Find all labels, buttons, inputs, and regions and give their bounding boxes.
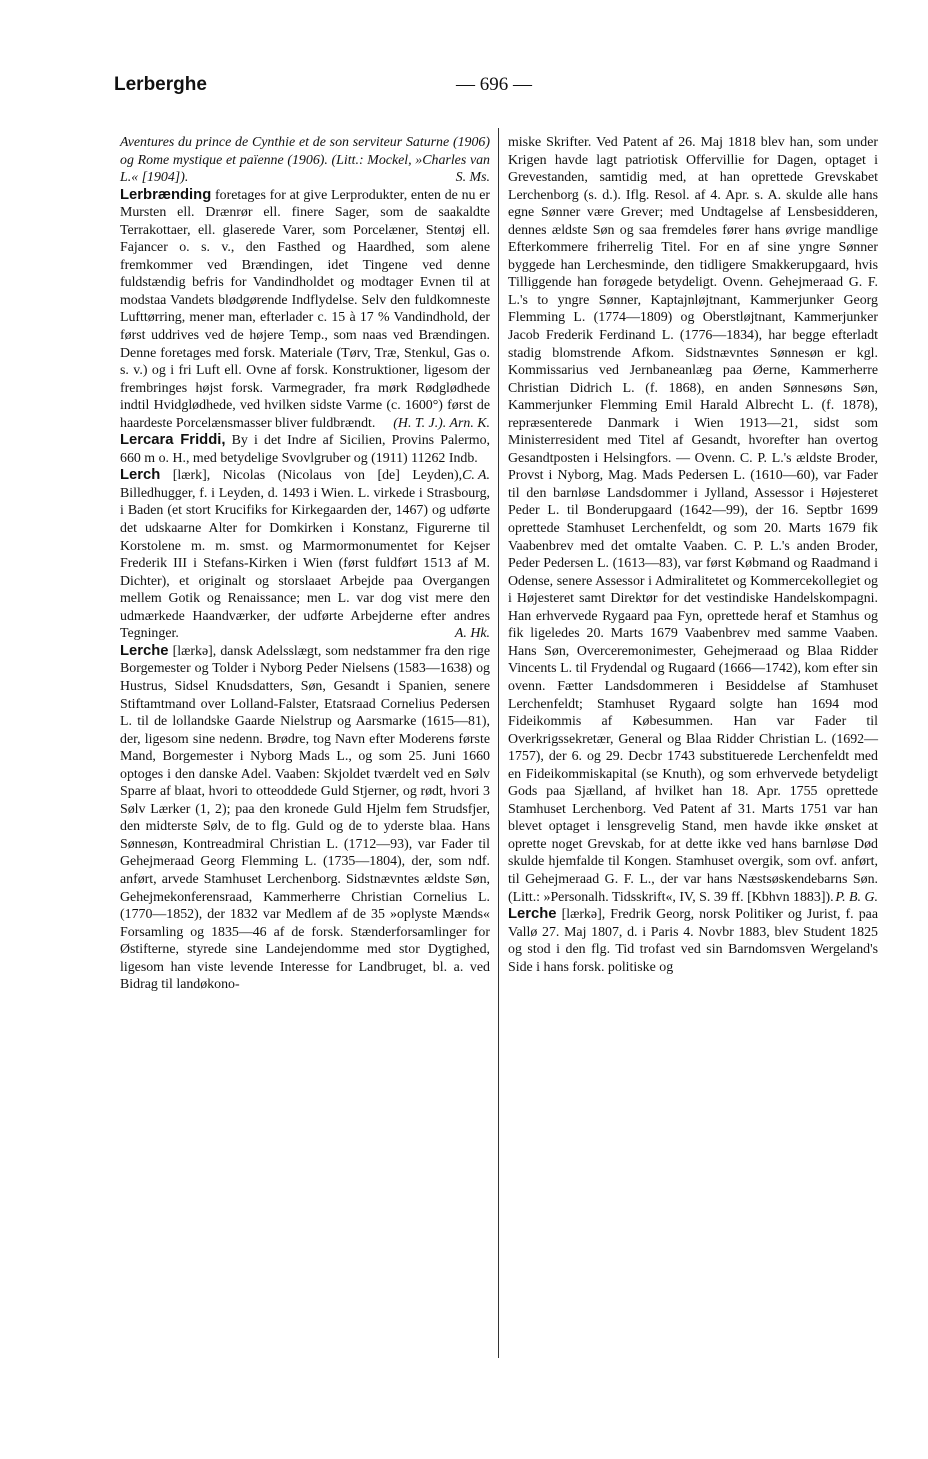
page-number: — 696 —	[456, 74, 532, 95]
entry-signature: A. Hk.	[454, 626, 490, 642]
left-column	[120, 134, 490, 994]
entry-text: foretages for at give Lerprodukter, enten de nu er Mursten ell. Drænrør ell. finere Sager, som de saakaldte Terrakottaer, ell. glaserede Varer, som Porcelæner, Stentøj ell. Fajancer o. s. v., den Fasthed og Haardhed, som alene fremkommer ved Brændingen, idet Tingene ved denne fuldstændig befris for Vandindholdet og modtager Evnen til at modstaa Vandets blødgørende Indflydelse. Selv den fuldkomneste Lufttørring, mener man, efterlader c. 15 à 17 % Vandindhold, der først uddrives ved de højere Temp., som naas ved Brændingen. Denne foretages med forsk. Materiale (Tørv, Træ, Stenkul, Gas o. s. v.) og i fri Luft ell. Ovne af forsk. Konstruktioner, ligesom der frembringes højst forsk. Varmegrader, fra mørk Rødglødhede indtil Hvidglødhede, ved hvilken sidste Varme (c. 1600°) først de haardeste Porcelænsmasser bliver fuldbrændt.	[120, 187, 490, 431]
entry-text: By i det Indre af Sicilien, Provins Palermo, 660 m o. H., med betydelige Svovlgruber og (1911) 11262 Indb.	[120, 433, 490, 466]
entry-lerch	[120, 467, 490, 642]
entry-signature: (H. T. J.). Arn. K.	[393, 415, 490, 431]
right-column	[508, 134, 878, 976]
entry-headword: Lercara Friddi,	[120, 432, 226, 449]
entry-lerche-fredrik	[508, 906, 878, 976]
entry-signature: P. B. G.	[835, 889, 878, 905]
entry-text: [lærkə], Fredrik Georg, norsk Politiker og Jurist, f. paa Vallø 27. Maj 1807, d. i Paris 4. Novbr 1883, blev Student 1825 og stod i den flg. Tid trofast ved sin Barndomsven Wergeland's Side i hans forsk. politiske og	[508, 907, 878, 975]
entry-text: [lærk], Nicolas (Nicolaus von [de] Leyden), Billedhugger, f. i Leyden, d. 1493 i Wien. L. virkede i Strasbourg, i Baden (et stort Krucifiks for Kirkegaarden der, 1467) og udførte det udskaarne Alter for Domkirken i Konstanz, Figurerne til Korstolene m. m. smst. og Marmormonumentet for Kejser Frederik III i Stefans-Kirken i Wien (først fuldført 1513 af M. Dichter), et originalt og storslaaet Arbejde paa Overgangen mellem Gotik og Renaissance; men L. var dog vist mere den udmærkede Haandværker, der udførte Arbejderne efter andres Tegninger.	[120, 468, 490, 642]
entry-lerbraending	[120, 187, 490, 433]
entry-signature: C. A.	[462, 468, 490, 484]
entry-headword: Lerbrænding	[120, 186, 212, 203]
running-headword: Lerberghe	[114, 74, 207, 95]
entry-lerche-slaegt	[120, 643, 490, 994]
entry-text: [lærkə], dansk Adelsslægt, som nedstammer fra den rige Borgemester og Tolder i Nyborg Peder Nielsens (1583—1638) og Hustrus, Sidsel Knudsdatters, Søn, Gesandt i Spanien, senere Stiftamtmand over Lolland-Falster, Etatsraad Cornelius Pedersen L. til de lollandske Gaarde Nielstrup og Aarsmarke (1615—81), der, ligesom sine nedenn. Brødre, tog Navn efter Moderens første Mand, Borgemester i Nyborg Mads L., og som 25. Juni 1660 optoges i den danske Adel. Vaaben: Skjoldet tværdelt ved en Sølv Sparre af blaat, hvori to otteoddede Guld Stjerner, og rødt, hvori 3 Sølv Lærker (1, 2); paa den kronede Guld Hjelm fem Strudsfjer, den midterste Sølv, de to flg. Guld og de to yderste blaa. Hans Sønnesøn, Kontreadmiral Christian L. (1712—93), var Fader til Gehejmeraad Georg Flemming L. (1735—1804), der, som ndf. anført, arvede Stamhuset Lerchenborg. Sidstnævntes ældste Søn, Gehejmekonferensraad, Kammerherre Christian Cornelius L. (1770—1852), der 1832 var Medlem af de 35 »oplyste Mænds« Forsamling og 1835—46 af de forsk. Stænderforsamlinger for Østifterne, styrede sine Landejendomme med stor Dygtighed, ligesom han viste levende Interesse for Landbruget, bl. a. ved Bidrag til landøkono-	[120, 643, 490, 993]
entry-signature: S. Ms.	[455, 170, 490, 186]
entry-headword: Lerch	[120, 467, 161, 484]
entry-continuation	[508, 134, 878, 906]
entry-continuation	[120, 134, 490, 187]
entry-headword: Lerche	[508, 906, 557, 923]
column-divider	[498, 128, 499, 1358]
entry-headword: Lerche	[120, 642, 169, 659]
entry-text: miske Skrifter. Ved Patent af 26. Maj 1818 blev han, som under Krigen havde lagt patriotisk Offervillie for Dagen, optaget i Grevestanden, samtidig med, at han oprettede Grevskabet Lerchenborg (s. d.). Iflg. Resol. af 4. Apr. s. A. skulde alle hans egne Sønner være Grever; med Undtagelse af Lensbesidderen, dennes ældste Søn og saa fremdeles fører hans øvrige mandlige Efterkommere friherrelig Titel. For en af sine yngre Sønner byggede han Lerchesminde, den tidligere Smakkerupgaard, hvis Tilliggende han forøgede betydeligt. Ovenn. Gehejmeraad G. F. L.'s to yngre Sønner, Kaptajnløjtnant, Kammerjunker Georg Flemming L. (1774—1809) og Oberstløjtnant, Kammerjunker Jacob Frederik Ferdinand L. (1776—1834), har begge efterladt stadig blomstrende Afkom. Sidstnævntes Sønnesøn er kgl. Kommissarius ved Jernbaneanlæg paa Øerne, Kammerherre Christian Didrich L. (f. 1868), en anden Sønnesøns Søn, Kammerjunker Flemming Emil Harald Albrecht L. (f. 1878), repræsenterede Danmark i Wien 1913—21, sidst som Ministerresident med Titel af Gesandt, hvorefter han overtog Gesandtposten i Helsingfors. — Ovenn. C. P. L.'s ældste Broder, Provst i Nyborg, Mag. Mads Pedersen L. (1610—60), var Fader til den barnløse Landsdommer i Jylland, Assessor i Højesteret Peder L. til Bonderupgaard (1642—99), der 16. Septbr 1699 oprettede Stamhuset Lerchenfeldt, og som 20. Marts 1679 fik Vaabenbrev med det omtalte Vaaben. C. P. L.'s anden Broder, Peder Pedersen L. (1613—83), var først Købmand og Raadmand i Odense, senere Assessor i Admiralitetet og Kommercekollegiet og i Højesteret samt Direktør for det vestindiske Handelskompagni. Han erhvervede Rygaard paa Fyn, oprettede heraf et Stamhus og fik ligeledes 20. Marts 1679 Vaabenbrev med samme Vaaben. Hans Søn, Overceremonimester, Gehejmeraad og Blaa Ridder Vincents L. til Frydendal og Rugaard (1666—1742), kom efter sin ovenn. Fætter Landsdommeren i Besiddelse af Stamhuset Lerchenfeldt; Stamhuset Rygaard solgte han 1694 mod Fideikommis af Købesummen. Han var Fader til Overkrigssekretær, General og Blaa Ridder Christian L. (1692—1757), der 6. og 29. Decbr 1743 substituerede Lerchenfeldt med en Fideikommiskapital (se Knuth), og som erhvervede betydeligt Gods paa Sjælland, af hvilket han 18. Apr. 1755 oprettede Stamhuset Lerchenborg. Ved Patent af 31. Marts 1751 var han blevet optaget i lensgrevelig Stand, men havde ikke ønsket at oprette noget Grevskab, for at dette ikke ved hans barnløse Død skulde hjemfalde til Kongen. Stamhuset overgik, som ovf. anført, til Gehejmeraad G. F. L., der var hans Næstsøskendebarns Søn. (Litt.: »Personalh. Tidsskrift«, IV, S. 39 ff. [Kbhvn 1883]).	[508, 135, 878, 905]
entry-text: Aventures du prince de Cynthie et de son serviteur Saturne (1906) og Rome mystique et païenne (1906). (Litt.: Mockel, »Charles van L.« [1904]).	[120, 135, 490, 186]
running-head	[114, 74, 884, 104]
